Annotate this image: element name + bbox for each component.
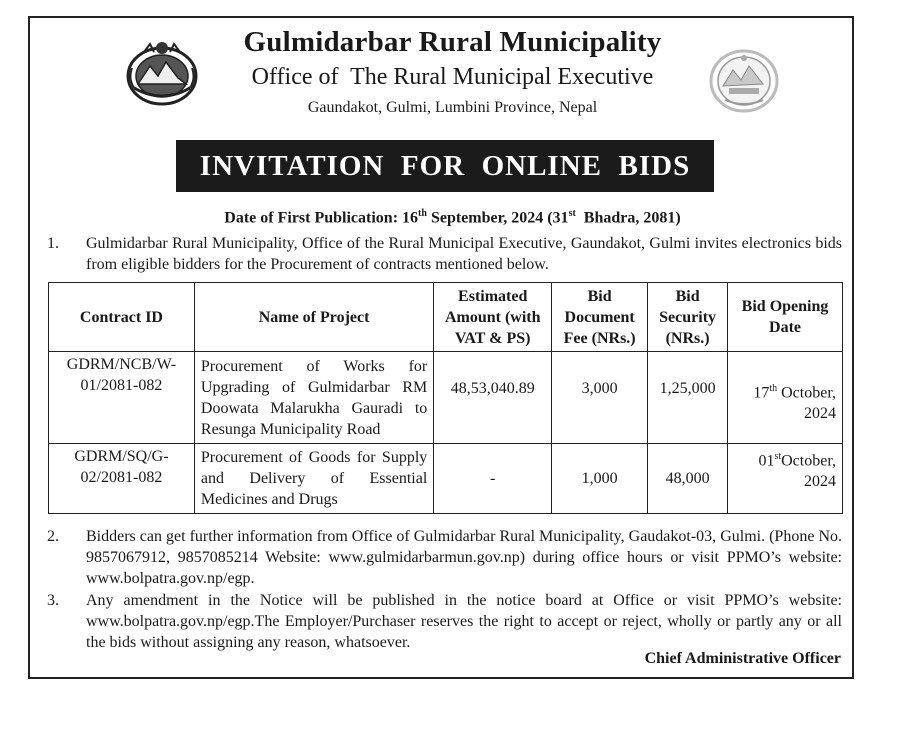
publication-mid: September, 2024 (31 <box>426 209 569 227</box>
fee-cell: 1,000 <box>552 444 648 514</box>
municipality-title: Gulmidarbar Rural Municipality <box>243 26 662 58</box>
date-day: 17 <box>753 384 770 402</box>
table-row <box>49 444 843 514</box>
header-project-name: Name of Project <box>194 283 433 352</box>
publication-date <box>0 208 905 227</box>
header-contract-id: Contract ID <box>49 283 195 352</box>
amount-cell: 48,53,040.89 <box>434 352 552 444</box>
office-subtitle: Office of The Rural Municipal Executive <box>251 64 654 90</box>
header-document-fee: Bid Document Fee (NRs.) <box>552 283 648 352</box>
table-row <box>49 352 843 444</box>
notice-heading: INVITATION FOR ONLINE BIDS <box>199 149 691 182</box>
item-number: 2. <box>47 528 59 545</box>
item-text: Gulmidarbar Rural Municipality, Office of the Rural Municipal Executive, Gaundakot, Gulmi invites electronics bids from eligible bidders for the Procurement of contracts mentioned below. <box>86 235 842 273</box>
header-bid-security: Bid Security (NRs.) <box>648 283 728 352</box>
date-suffix: st <box>774 451 782 462</box>
bids-table <box>48 282 843 514</box>
table-header-row <box>49 283 843 352</box>
opening-date-cell <box>728 444 843 514</box>
signature-line: Chief Administrative Officer <box>644 650 841 667</box>
publication-sup-th: th <box>418 208 427 219</box>
project-name-cell: Procurement of Works for Upgrading of Gulmidarbar RM Doowata Malarukha Gauradi to Resunga Municipality Road <box>194 352 433 444</box>
item-number: 1. <box>47 235 59 252</box>
contract-id-cell: GDRM/NCB/W-01/2081-082 <box>49 352 195 444</box>
header-opening-date: Bid Opening Date <box>728 283 843 352</box>
project-name-cell: Procurement of Goods for Supply and Delivery of Essential Medicines and Drugs <box>194 444 433 514</box>
fee-cell: 3,000 <box>552 352 648 444</box>
security-cell: 48,000 <box>648 444 728 514</box>
security-cell: 1,25,000 <box>648 352 728 444</box>
amount-cell: - <box>434 444 552 514</box>
date-suffix: th <box>769 383 778 394</box>
publication-label: Date of First Publication: 16 <box>224 209 419 227</box>
opening-date-cell <box>728 352 843 444</box>
item-text: Any amendment in the Notice will be published in the notice board at Office or visit PPMO’s website: www.bolpatra.gov.np/egp.The Employer/Purchaser reserves the right to accept or reject, wholly or partly any or all the bids without assigning any reason, whatsoever. <box>86 592 842 651</box>
publication-end: Bhadra, 2081) <box>575 209 681 227</box>
header-estimated-amount: Estimated Amount (with VAT & PS) <box>434 283 552 352</box>
date-rest: October, 2024 <box>777 384 836 423</box>
notice-heading-banner <box>176 140 714 192</box>
publication-sup-st: st <box>568 208 576 219</box>
contract-id-cell: GDRM/SQ/G-02/2081-082 <box>49 444 195 514</box>
date-day: 01 <box>758 452 775 470</box>
date-rest: October, 2024 <box>781 452 836 491</box>
address-line: Gaundakot, Gulmi, Lumbini Province, Nepal <box>307 99 598 116</box>
item-number: 3. <box>47 592 59 609</box>
item-text: Bidders can get further information from Office of Gulmidarbar Rural Municipality, Gaudakot-03, Gulmi. (Phone No. 9857067912, 9857085214 Website: www.gulmidarbarmun.gov.np) during office hours or visit PPMO’s website: www.bolpatra.gov.np/egp. <box>86 528 842 587</box>
